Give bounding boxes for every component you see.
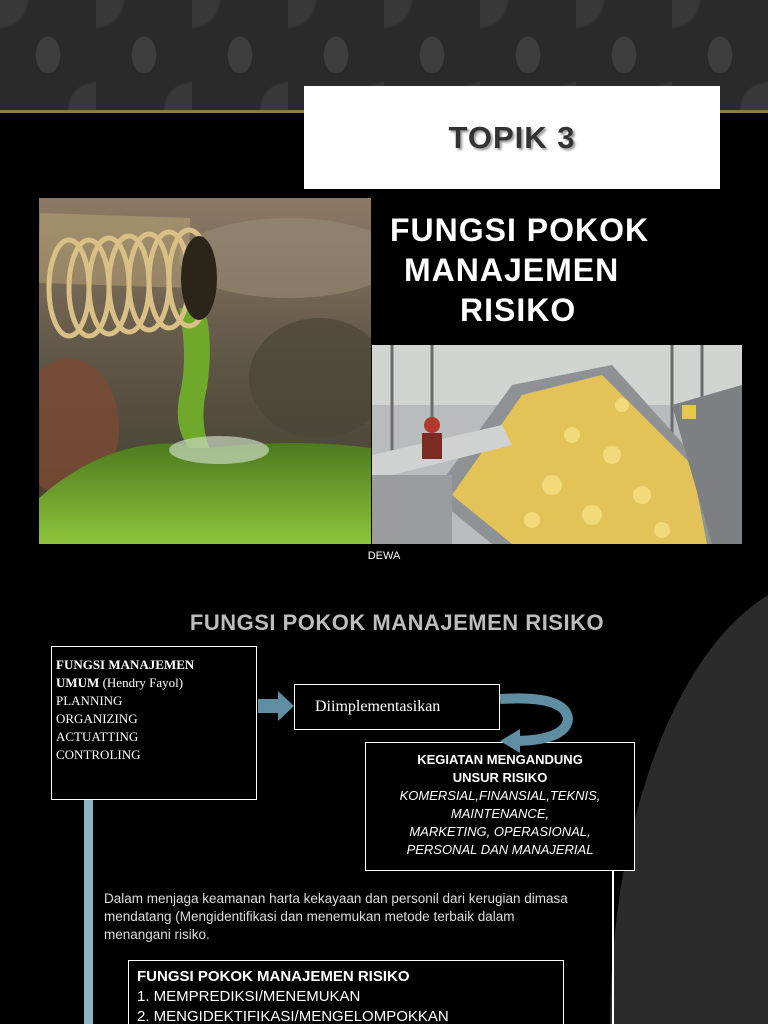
- topik-label: TOPIK 3: [448, 119, 576, 155]
- slide-1-title: [370, 210, 710, 330]
- description-paragraph: Dalam menjaga keamanan harta kekayaan dan personil dari kerugian dimasa mendatang (Mengidentifikasi dan menemukan metode terbaik dalam menangani risiko.: [104, 891, 568, 942]
- right-arrow: [258, 691, 294, 721]
- umum-heading-2: UMUM: [56, 675, 100, 690]
- footer-author: DEWA: [367, 550, 401, 562]
- umum-item: CONTROLING: [56, 747, 141, 762]
- curved-arrow-head: [500, 729, 520, 753]
- kegiatan-item: KOMERSIAL,FINANSIAL,TEKNIS,: [399, 788, 601, 803]
- curved-arrow: [500, 698, 568, 741]
- title-line-2: MANAJEMEN: [404, 252, 620, 288]
- umum-item: ACTUATTING: [56, 729, 139, 744]
- implement-label: Diimplementasikan: [315, 698, 441, 715]
- kegiatan-item: PERSONAL DAN MANAJERIAL: [406, 842, 594, 857]
- slide-2-title: FUNGSI POKOK MANAJEMEN RISIKO: [189, 610, 605, 635]
- pokok-item: 1. MEMPREDIKSI/MENEMUKAN: [137, 988, 361, 1005]
- flow-arrows: [0, 577, 768, 1024]
- umum-heading-note: (Hendry Fayol): [99, 675, 184, 690]
- kegiatan-item: MARKETING, OPERASIONAL,: [409, 824, 591, 839]
- title-line-1: FUNGSI POKOK: [390, 212, 650, 248]
- pokok-item: 2. MENGIDEKTIFIKASI/MENGELOMPOKKAN: [137, 1008, 449, 1024]
- pollution-pipe-photo: [39, 198, 371, 544]
- umum-heading-1: FUNGSI MANAJEMEN: [56, 657, 195, 672]
- umum-item: PLANNING: [56, 693, 123, 708]
- title-line-3: RISIKO: [460, 292, 577, 328]
- factory-production-line-photo: [372, 345, 742, 544]
- kegiatan-heading-2: UNSUR RISIKO: [452, 770, 548, 785]
- topik-title-box: [304, 86, 720, 189]
- kegiatan-heading-1: KEGIATAN MENGANDUNG: [417, 752, 583, 767]
- umum-item: ORGANIZING: [56, 711, 138, 726]
- kegiatan-item: MAINTENANCE,: [450, 806, 550, 821]
- slide-2: [0, 577, 768, 1024]
- pokok-heading: FUNGSI POKOK MANAJEMEN RISIKO: [137, 968, 410, 985]
